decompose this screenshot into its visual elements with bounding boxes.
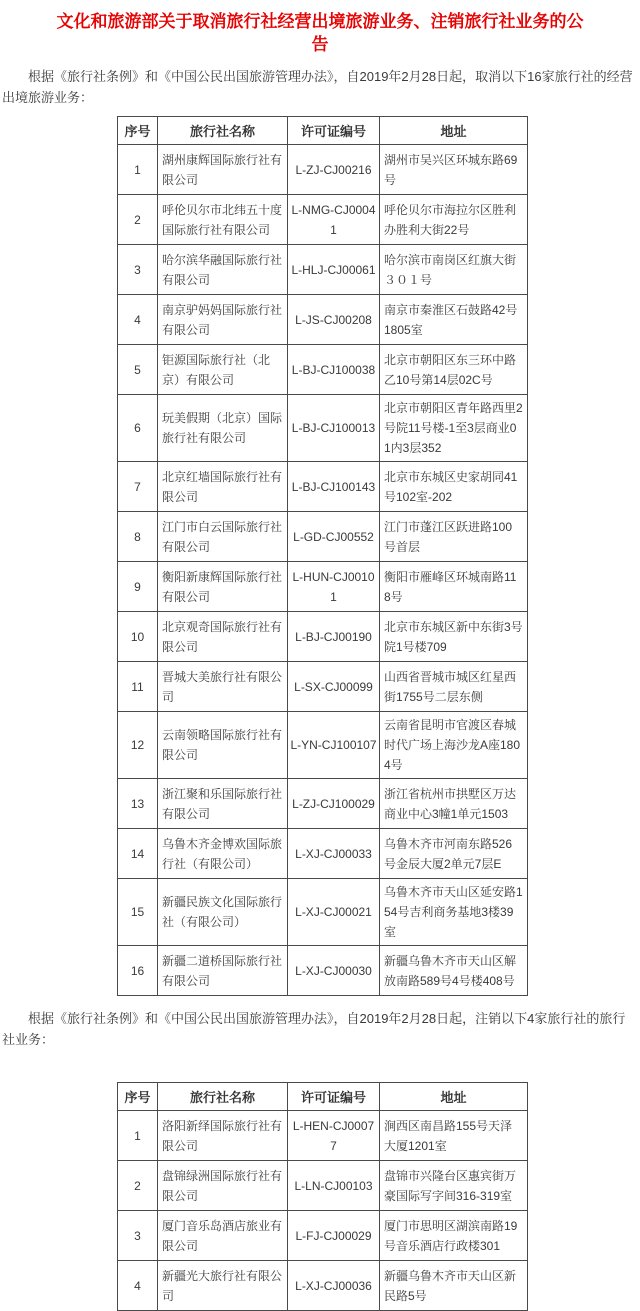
cell-index: 2 [118,195,158,245]
cell-license-number: L-ZJ-CJ00216 [288,145,380,195]
table-header-row [118,117,528,145]
cell-address: 哈尔滨市南岗区红旗大街３０１号 [380,245,528,295]
cell-index: 4 [118,295,158,345]
cell-address: 呼伦贝尔市海拉尔区胜利办胜利大街22号 [380,195,528,245]
cell-license-number: L-BJ-CJ00190 [288,612,380,662]
cell-license-number: L-GD-CJ00552 [288,512,380,562]
intro-paragraph-deregister: 根据《旅行社条例》和《中国公民出国旅游管理办法》，自2019年2月28日起，注销以下4家旅行社的旅行社业务： [2,1011,626,1047]
cell-license-number: L-YN-CJ100107 [288,712,380,779]
table-row [118,662,528,712]
table-row [118,946,528,996]
column-header: 许可证编号 [288,1083,380,1111]
cell-license-number: L-HUN-CJ00101 [288,562,380,612]
cell-agency-name: 云南领略国际旅行社有限公司 [158,712,288,779]
cancelled-outbound-business-table [117,116,528,996]
cell-agency-name: 盘锦绿洲国际旅行社有限公司 [158,1161,288,1211]
cell-address: 衡阳市雁峰区环城南路118号 [380,562,528,612]
cell-license-number: L-LN-CJ00103 [288,1161,380,1211]
cell-index: 4 [118,1261,158,1311]
cell-index: 14 [118,829,158,879]
cell-index: 11 [118,662,158,712]
cell-address: 新疆乌鲁木齐市天山区新民路5号 [380,1261,528,1311]
cell-agency-name: 哈尔滨华融国际旅行社有限公司 [158,245,288,295]
cell-address: 北京市朝阳区青年路西里2号院11号楼-1至3层商业01内3层352 [380,395,528,462]
table-row [118,295,528,345]
table-row [118,1161,528,1211]
cell-agency-name: 新疆二道桥国际旅行社有限公司 [158,946,288,996]
cell-index: 15 [118,879,158,946]
table-row [118,145,528,195]
table-row [118,195,528,245]
table-row [118,612,528,662]
cell-license-number: L-BJ-CJ100038 [288,345,380,395]
column-header: 地址 [380,117,528,145]
cell-agency-name: 呼伦贝尔市北纬五十度国际旅行社有限公司 [158,195,288,245]
cell-license-number: L-XJ-CJ00033 [288,829,380,879]
cell-agency-name: 乌鲁木齐金博欢国际旅行社（有限公司） [158,829,288,879]
cell-address: 乌鲁木齐市河南东路526号金辰大厦2单元7层E [380,829,528,879]
table-row [118,512,528,562]
cell-license-number: L-HLJ-CJ00061 [288,245,380,295]
cell-agency-name: 湖州康辉国际旅行社有限公司 [158,145,288,195]
cell-index: 6 [118,395,158,462]
cell-agency-name: 新疆光大旅行社有限公司 [158,1261,288,1311]
cell-index: 3 [118,245,158,295]
cell-address: 江门市蓬江区跃进路100号首层 [380,512,528,562]
table-row [118,879,528,946]
cell-license-number: L-SX-CJ00099 [288,662,380,712]
cell-address: 乌鲁木齐市天山区延安路154号吉利商务基地3楼39室 [380,879,528,946]
cell-address: 涧西区南昌路155号天泽大厦1201室 [380,1111,528,1161]
cell-address: 山西省晋城市城区红星西街1755号二层东侧 [380,662,528,712]
table-row [118,829,528,879]
column-header: 序号 [118,117,158,145]
cell-address: 北京市东城区新中东街3号院1号楼709 [380,612,528,662]
cell-address: 云南省昆明市官渡区春城时代广场上海沙龙A座1804号 [380,712,528,779]
cell-license-number: L-HEN-CJ00077 [288,1111,380,1161]
table-row [118,562,528,612]
cell-index: 2 [118,1161,158,1211]
cell-address: 厦门市思明区湖滨南路19号音乐酒店行政楼301 [380,1211,528,1261]
cell-address: 新疆乌鲁木齐市天山区解放南路589号4号楼408号 [380,946,528,996]
cell-address: 湖州市吴兴区环城东路69号 [380,145,528,195]
table-row [118,1211,528,1261]
cell-license-number: L-ZJ-CJ100029 [288,779,380,829]
column-header: 地址 [380,1083,528,1111]
intro-paragraph-cancel-outbound: 根据《旅行社条例》和《中国公民出国旅游管理办法》，自2019年2月28日起，取消以下16家旅行社的经营出境旅游业务： [2,69,633,105]
cell-agency-name: 南京驴妈妈国际旅行社有限公司 [158,295,288,345]
cell-address: 盘锦市兴隆台区惠宾街万豪国际写字间316-319室 [380,1161,528,1211]
cell-index: 16 [118,946,158,996]
column-header: 许可证编号 [288,117,380,145]
cell-address: 北京市朝阳区东三环中路乙10号第14层02C号 [380,345,528,395]
cell-license-number: L-XJ-CJ00030 [288,946,380,996]
column-header: 序号 [118,1083,158,1111]
cell-index: 7 [118,462,158,512]
cell-agency-name: 浙江聚和乐国际旅行社有限公司 [158,779,288,829]
page-title: 文化和旅游部关于取消旅行社经营出境旅游业务、注销旅行社业务的公告 [56,12,584,54]
table-row [118,1111,528,1161]
cell-index: 8 [118,512,158,562]
cell-address: 北京市东城区史家胡同41号102室-202 [380,462,528,512]
table-row [118,712,528,779]
cell-address: 浙江省杭州市拱墅区万达商业中心3幢1单元1503 [380,779,528,829]
cell-license-number: L-NMG-CJ00041 [288,195,380,245]
cell-license-number: L-JS-CJ00208 [288,295,380,345]
cell-agency-name: 晋城大美旅行社有限公司 [158,662,288,712]
cell-agency-name: 洛阳新绎国际旅行社有限公司 [158,1111,288,1161]
cell-agency-name: 新疆民族文化国际旅行社（有限公司） [158,879,288,946]
table-header-row [118,1083,528,1111]
cell-license-number: L-XJ-CJ00036 [288,1261,380,1311]
cell-index: 13 [118,779,158,829]
table-row [118,345,528,395]
cell-index: 12 [118,712,158,779]
table-row [118,779,528,829]
cell-agency-name: 江门市白云国际旅行社有限公司 [158,512,288,562]
cell-agency-name: 北京红墙国际旅行社有限公司 [158,462,288,512]
cell-agency-name: 厦门音乐岛酒店旅业有限公司 [158,1211,288,1261]
cell-index: 1 [118,1111,158,1161]
cell-index: 10 [118,612,158,662]
cell-index: 9 [118,562,158,612]
table-row [118,245,528,295]
cell-license-number: L-BJ-CJ100013 [288,395,380,462]
cell-index: 3 [118,1211,158,1261]
cell-license-number: L-FJ-CJ00029 [288,1211,380,1261]
cell-address: 南京市秦淮区石鼓路42号1805室 [380,295,528,345]
column-header: 旅行社名称 [158,1083,288,1111]
cell-license-number: L-XJ-CJ00021 [288,879,380,946]
cell-index: 1 [118,145,158,195]
cell-license-number: L-BJ-CJ100143 [288,462,380,512]
deregistered-agencies-table [117,1082,528,1311]
cell-agency-name: 北京观奇国际旅行社有限公司 [158,612,288,662]
table-row [118,395,528,462]
cell-index: 5 [118,345,158,395]
column-header: 旅行社名称 [158,117,288,145]
table-row [118,1261,528,1311]
table-row [118,462,528,512]
cell-agency-name: 衡阳新康辉国际旅行社有限公司 [158,562,288,612]
cell-agency-name: 钜源国际旅行社（北京）有限公司 [158,345,288,395]
cell-agency-name: 玩美假期（北京）国际旅行社有限公司 [158,395,288,462]
